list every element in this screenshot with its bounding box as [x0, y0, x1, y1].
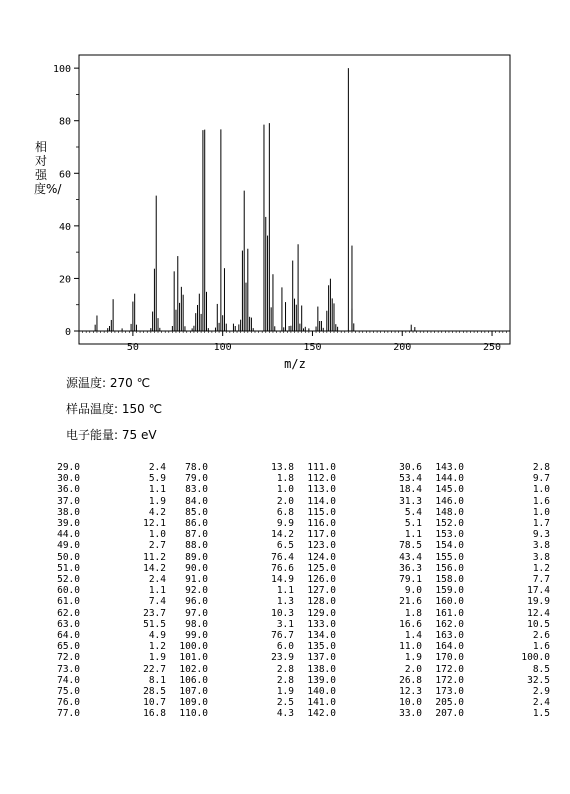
- intensity-cell: 7.4: [148, 596, 166, 608]
- intensity-cell: 31.3: [399, 495, 422, 507]
- table-row: [50, 507, 550, 518]
- intensity-cell: 7.7: [532, 574, 550, 586]
- mz-cell: 163.0: [435, 630, 464, 642]
- intensity-cell: 6.5: [276, 540, 294, 552]
- intensity-cell: 32.5: [527, 674, 550, 686]
- mz-cell: 170.0: [435, 652, 464, 664]
- mz-cell: 36.0: [57, 484, 80, 496]
- intensity-cell: 1.2: [532, 562, 550, 574]
- intensity-cell: 6.0: [276, 641, 294, 653]
- mz-cell: 145.0: [435, 484, 464, 496]
- column-gap: [294, 619, 306, 630]
- column-gap: [422, 484, 434, 495]
- mz-cell: 86.0: [185, 518, 208, 530]
- mz-cell: 113.0: [307, 484, 336, 496]
- mz-cell: 135.0: [307, 641, 336, 653]
- mz-cell: 107.0: [179, 686, 208, 698]
- intensity-cell: 1.9: [148, 652, 166, 664]
- column-gap: [294, 596, 306, 607]
- mz-cell: 160.0: [435, 596, 464, 608]
- mz-cell: 142.0: [307, 708, 336, 720]
- intensity-cell: 4.9: [148, 630, 166, 642]
- mz-cell: 146.0: [435, 495, 464, 507]
- intensity-cell: 2.8: [532, 462, 550, 473]
- column-gap: [294, 507, 306, 518]
- mz-cell: 139.0: [307, 674, 336, 686]
- x-axis-ticks: [127, 331, 501, 353]
- column-gap: [166, 641, 178, 652]
- table-row: [50, 708, 550, 719]
- mz-cell: 65.0: [57, 641, 80, 653]
- column-gap: [166, 608, 178, 619]
- column-gap: [294, 574, 306, 585]
- mz-cell: 137.0: [307, 652, 336, 664]
- intensity-cell: 26.8: [399, 674, 422, 686]
- y-tick-label: 20: [58, 274, 71, 286]
- mz-cell: 76.0: [57, 697, 80, 709]
- mz-cell: 141.0: [307, 697, 336, 709]
- x-axis-label: m/z: [284, 357, 306, 370]
- mz-cell: 102.0: [179, 663, 208, 675]
- intensity-cell: 14.2: [143, 562, 166, 574]
- intensity-cell: 33.0: [399, 708, 422, 720]
- column-gap: [422, 529, 434, 540]
- intensity-cell: 78.5: [399, 540, 422, 552]
- mz-cell: 64.0: [57, 630, 80, 642]
- column-gap: [422, 462, 434, 473]
- table-row: [50, 552, 550, 563]
- column-gap: [422, 518, 434, 529]
- intensity-cell: 1.2: [148, 641, 166, 653]
- intensity-cell: 16.8: [143, 708, 166, 720]
- intensity-cell: 2.0: [276, 495, 294, 507]
- table-row: [50, 619, 550, 630]
- column-gap: [166, 574, 178, 585]
- column-gap: [166, 664, 178, 675]
- mz-cell: 91.0: [185, 574, 208, 586]
- column-gap: [166, 675, 178, 686]
- x-tick-label: 200: [393, 342, 412, 353]
- mz-cell: 50.0: [57, 551, 80, 563]
- x-tick-label: 150: [303, 342, 322, 353]
- mz-cell: 39.0: [57, 518, 80, 530]
- intensity-cell: 51.5: [143, 618, 166, 630]
- mz-cell: 172.0: [435, 663, 464, 675]
- intensity-cell: 10.5: [527, 618, 550, 630]
- column-gap: [422, 496, 434, 507]
- table-row: [50, 462, 550, 473]
- intensity-cell: 1.0: [148, 529, 166, 541]
- intensity-cell: 1.9: [404, 652, 422, 664]
- mz-cell: 44.0: [57, 529, 80, 541]
- mz-cell: 133.0: [307, 618, 336, 630]
- sample-temperature: 样品温度: 150 ℃: [66, 402, 163, 416]
- mz-cell: 117.0: [307, 529, 336, 541]
- column-gap: [166, 540, 178, 551]
- mz-cell: 125.0: [307, 562, 336, 574]
- mz-cell: 143.0: [435, 462, 464, 473]
- mz-cell: 112.0: [307, 473, 336, 485]
- column-gap: [294, 552, 306, 563]
- intensity-cell: 1.9: [276, 686, 294, 698]
- column-gap: [294, 630, 306, 641]
- column-gap: [294, 585, 306, 596]
- electron-energy: 电子能量: 75 eV: [66, 428, 157, 442]
- mz-cell: 75.0: [57, 686, 80, 698]
- column-gap: [166, 686, 178, 697]
- mz-cell: 98.0: [185, 618, 208, 630]
- intensity-cell: 12.3: [399, 686, 422, 698]
- mz-cell: 134.0: [307, 630, 336, 642]
- intensity-cell: 1.8: [276, 473, 294, 485]
- column-gap: [294, 518, 306, 529]
- intensity-cell: 3.8: [532, 540, 550, 552]
- mz-cell: 100.0: [179, 641, 208, 653]
- mz-cell: 88.0: [185, 540, 208, 552]
- mz-cell: 85.0: [185, 506, 208, 518]
- mz-cell: 144.0: [435, 473, 464, 485]
- mz-cell: 72.0: [57, 652, 80, 664]
- column-gap: [422, 697, 434, 708]
- mz-cell: 90.0: [185, 562, 208, 574]
- intensity-cell: 14.9: [271, 574, 294, 586]
- column-gap: [422, 585, 434, 596]
- mz-cell: 116.0: [307, 518, 336, 530]
- mz-cell: 155.0: [435, 551, 464, 563]
- intensity-cell: 10.3: [271, 607, 294, 619]
- x-tick-label: 100: [213, 342, 232, 353]
- intensity-cell: 9.7: [532, 473, 550, 485]
- intensity-cell: 43.4: [399, 551, 422, 563]
- table-row: [50, 630, 550, 641]
- intensity-cell: 53.4: [399, 473, 422, 485]
- table-row: [50, 484, 550, 495]
- intensity-cell: 2.9: [532, 686, 550, 698]
- column-gap: [422, 552, 434, 563]
- intensity-cell: 8.1: [148, 674, 166, 686]
- intensity-cell: 79.1: [399, 574, 422, 586]
- column-gap: [166, 708, 178, 719]
- source-temperature: 源温度: 270 ℃: [66, 376, 151, 390]
- y-tick-label: 60: [58, 169, 71, 181]
- mz-cell: 78.0: [185, 462, 208, 473]
- column-gap: [422, 563, 434, 574]
- y-tick-label: 40: [58, 221, 71, 233]
- column-gap: [294, 529, 306, 540]
- mz-cell: 30.0: [57, 473, 80, 485]
- intensity-cell: 30.6: [399, 462, 422, 473]
- intensity-cell: 13.8: [271, 462, 294, 473]
- mz-cell: 52.0: [57, 574, 80, 586]
- mz-cell: 161.0: [435, 607, 464, 619]
- intensity-cell: 14.2: [271, 529, 294, 541]
- intensity-cell: 12.4: [527, 607, 550, 619]
- mz-cell: 123.0: [307, 540, 336, 552]
- mz-cell: 89.0: [185, 551, 208, 563]
- y-tick-label: 80: [58, 116, 71, 128]
- intensity-cell: 11.2: [143, 551, 166, 563]
- mz-cell: 114.0: [307, 495, 336, 507]
- intensity-cell: 1.6: [532, 641, 550, 653]
- intensity-cell: 3.8: [532, 551, 550, 563]
- column-gap: [294, 652, 306, 663]
- column-gap: [422, 708, 434, 719]
- x-tick-label: 250: [483, 342, 502, 353]
- intensity-cell: 18.4: [399, 484, 422, 496]
- mz-cell: 153.0: [435, 529, 464, 541]
- table-row: [50, 473, 550, 484]
- column-gap: [422, 619, 434, 630]
- intensity-cell: 2.6: [532, 630, 550, 642]
- column-gap: [294, 563, 306, 574]
- intensity-cell: 1.3: [276, 596, 294, 608]
- mz-cell: 129.0: [307, 607, 336, 619]
- mz-cell: 138.0: [307, 663, 336, 675]
- intensity-cell: 21.6: [399, 596, 422, 608]
- intensity-cell: 1.0: [532, 506, 550, 518]
- column-gap: [166, 552, 178, 563]
- mz-cell: 115.0: [307, 506, 336, 518]
- column-gap: [166, 529, 178, 540]
- intensity-cell: 2.5: [276, 697, 294, 709]
- intensity-cell: 10.7: [143, 697, 166, 709]
- column-gap: [166, 473, 178, 484]
- intensity-cell: 10.0: [399, 697, 422, 709]
- mz-cell: 127.0: [307, 585, 336, 597]
- intensity-cell: 1.9: [148, 495, 166, 507]
- x-tick-label: 50: [126, 342, 139, 353]
- mz-cell: 111.0: [307, 462, 336, 473]
- intensity-cell: 2.4: [532, 697, 550, 709]
- mz-cell: 60.0: [57, 585, 80, 597]
- mz-cell: 106.0: [179, 674, 208, 686]
- column-gap: [294, 708, 306, 719]
- intensity-cell: 22.7: [143, 663, 166, 675]
- mz-cell: 162.0: [435, 618, 464, 630]
- column-gap: [166, 630, 178, 641]
- column-gap: [294, 686, 306, 697]
- table-row: [50, 697, 550, 708]
- intensity-cell: 16.6: [399, 618, 422, 630]
- mz-cell: 84.0: [185, 495, 208, 507]
- column-gap: [422, 473, 434, 484]
- column-gap: [422, 630, 434, 641]
- mz-cell: 172.0: [435, 674, 464, 686]
- column-gap: [422, 641, 434, 652]
- column-gap: [422, 574, 434, 585]
- intensity-cell: 9.3: [532, 529, 550, 541]
- intensity-cell: 5.9: [148, 473, 166, 485]
- column-gap: [294, 484, 306, 495]
- spectrum-peaks: [95, 68, 415, 331]
- intensity-cell: 8.5: [532, 663, 550, 675]
- mz-cell: 97.0: [185, 607, 208, 619]
- mz-cell: 164.0: [435, 641, 464, 653]
- intensity-cell: 1.4: [404, 630, 422, 642]
- table-row: [50, 496, 550, 507]
- mz-cell: 158.0: [435, 574, 464, 586]
- intensity-cell: 3.1: [276, 618, 294, 630]
- intensity-cell: 1.0: [532, 484, 550, 496]
- mz-cell: 140.0: [307, 686, 336, 698]
- mz-cell: 173.0: [435, 686, 464, 698]
- column-gap: [422, 540, 434, 551]
- mz-cell: 62.0: [57, 607, 80, 619]
- mz-cell: 109.0: [179, 697, 208, 709]
- mz-cell: 207.0: [435, 708, 464, 720]
- table-row: [50, 675, 550, 686]
- column-gap: [166, 697, 178, 708]
- table-row: [50, 596, 550, 607]
- column-gap: [422, 664, 434, 675]
- mz-cell: 63.0: [57, 618, 80, 630]
- intensity-cell: 1.5: [532, 708, 550, 720]
- intensity-cell: 2.8: [276, 674, 294, 686]
- intensity-cell: 1.1: [404, 529, 422, 541]
- intensity-cell: 1.0: [276, 484, 294, 496]
- y-axis-label: 相对强度%/: [34, 140, 62, 196]
- column-gap: [166, 585, 178, 596]
- column-gap: [294, 641, 306, 652]
- y-tick-label: 0: [64, 327, 71, 338]
- intensity-cell: 100.0: [521, 652, 550, 664]
- intensity-cell: 5.1: [404, 518, 422, 530]
- table-row: [50, 529, 550, 540]
- mz-cell: 79.0: [185, 473, 208, 485]
- intensity-cell: 76.4: [271, 551, 294, 563]
- column-gap: [422, 608, 434, 619]
- column-gap: [422, 686, 434, 697]
- column-gap: [294, 675, 306, 686]
- intensity-cell: 17.4: [527, 585, 550, 597]
- mz-cell: 38.0: [57, 506, 80, 518]
- column-gap: [422, 507, 434, 518]
- intensity-cell: 2.4: [148, 462, 166, 473]
- mz-cell: 101.0: [179, 652, 208, 664]
- intensity-cell: 76.7: [271, 630, 294, 642]
- column-gap: [294, 664, 306, 675]
- intensity-cell: 11.0: [399, 641, 422, 653]
- intensity-cell: 2.7: [148, 540, 166, 552]
- column-gap: [294, 473, 306, 484]
- table-row: [50, 608, 550, 619]
- mz-cell: 159.0: [435, 585, 464, 597]
- column-gap: [294, 697, 306, 708]
- mz-cell: 128.0: [307, 596, 336, 608]
- intensity-cell: 6.8: [276, 506, 294, 518]
- mz-cell: 156.0: [435, 562, 464, 574]
- table-row: [50, 518, 550, 529]
- intensity-cell: 4.2: [148, 506, 166, 518]
- column-gap: [422, 596, 434, 607]
- mz-cell: 77.0: [57, 708, 80, 720]
- mz-cell: 87.0: [185, 529, 208, 541]
- intensity-cell: 4.3: [276, 708, 294, 720]
- mz-cell: 29.0: [57, 462, 80, 473]
- column-gap: [422, 675, 434, 686]
- column-gap: [166, 563, 178, 574]
- mz-cell: 61.0: [57, 596, 80, 608]
- intensity-cell: 1.1: [148, 585, 166, 597]
- intensity-cell: 2.0: [404, 663, 422, 675]
- table-row: [50, 585, 550, 596]
- column-gap: [166, 462, 178, 473]
- mz-cell: 83.0: [185, 484, 208, 496]
- mz-cell: 49.0: [57, 540, 80, 552]
- mz-cell: 148.0: [435, 506, 464, 518]
- column-gap: [166, 619, 178, 630]
- intensity-cell: 23.9: [271, 652, 294, 664]
- intensity-cell: 2.4: [148, 574, 166, 586]
- mz-cell: 126.0: [307, 574, 336, 586]
- intensity-cell: 2.8: [276, 663, 294, 675]
- intensity-cell: 9.9: [276, 518, 294, 530]
- column-gap: [166, 518, 178, 529]
- mz-cell: 51.0: [57, 562, 80, 574]
- mz-cell: 73.0: [57, 663, 80, 675]
- column-gap: [294, 462, 306, 473]
- column-gap: [166, 652, 178, 663]
- mass-spectrum-chart: [0, 0, 570, 370]
- intensity-cell: 12.1: [143, 518, 166, 530]
- mz-cell: 92.0: [185, 585, 208, 597]
- table-row: [50, 641, 550, 652]
- table-row: [50, 664, 550, 675]
- column-gap: [166, 484, 178, 495]
- table-row: [50, 563, 550, 574]
- column-gap: [166, 507, 178, 518]
- y-tick-label: 100: [52, 64, 71, 76]
- y-axis-ticks: [53, 64, 79, 338]
- intensity-cell: 19.9: [527, 596, 550, 608]
- mz-cell: 124.0: [307, 551, 336, 563]
- table-row: [50, 686, 550, 697]
- intensity-cell: 9.0: [404, 585, 422, 597]
- column-gap: [422, 652, 434, 663]
- mz-cell: 99.0: [185, 630, 208, 642]
- mz-cell: 110.0: [179, 708, 208, 720]
- intensity-cell: 28.5: [143, 686, 166, 698]
- column-gap: [166, 596, 178, 607]
- mz-cell: 205.0: [435, 697, 464, 709]
- column-gap: [294, 496, 306, 507]
- table-row: [50, 652, 550, 663]
- intensity-cell: 5.4: [404, 506, 422, 518]
- table-row: [50, 540, 550, 551]
- intensity-cell: 1.1: [276, 585, 294, 597]
- table-row: [50, 574, 550, 585]
- intensity-cell: 23.7: [143, 607, 166, 619]
- intensity-cell: 1.7: [532, 518, 550, 530]
- column-gap: [166, 496, 178, 507]
- mz-cell: 96.0: [185, 596, 208, 608]
- intensity-cell: 1.1: [148, 484, 166, 496]
- mz-cell: 154.0: [435, 540, 464, 552]
- peak-table: [50, 462, 550, 720]
- column-gap: [294, 540, 306, 551]
- mz-cell: 37.0: [57, 495, 80, 507]
- intensity-cell: 36.3: [399, 562, 422, 574]
- intensity-cell: 1.6: [532, 495, 550, 507]
- column-gap: [294, 608, 306, 619]
- intensity-cell: 1.8: [404, 607, 422, 619]
- mz-cell: 74.0: [57, 674, 80, 686]
- intensity-cell: 76.6: [271, 562, 294, 574]
- mz-cell: 152.0: [435, 518, 464, 530]
